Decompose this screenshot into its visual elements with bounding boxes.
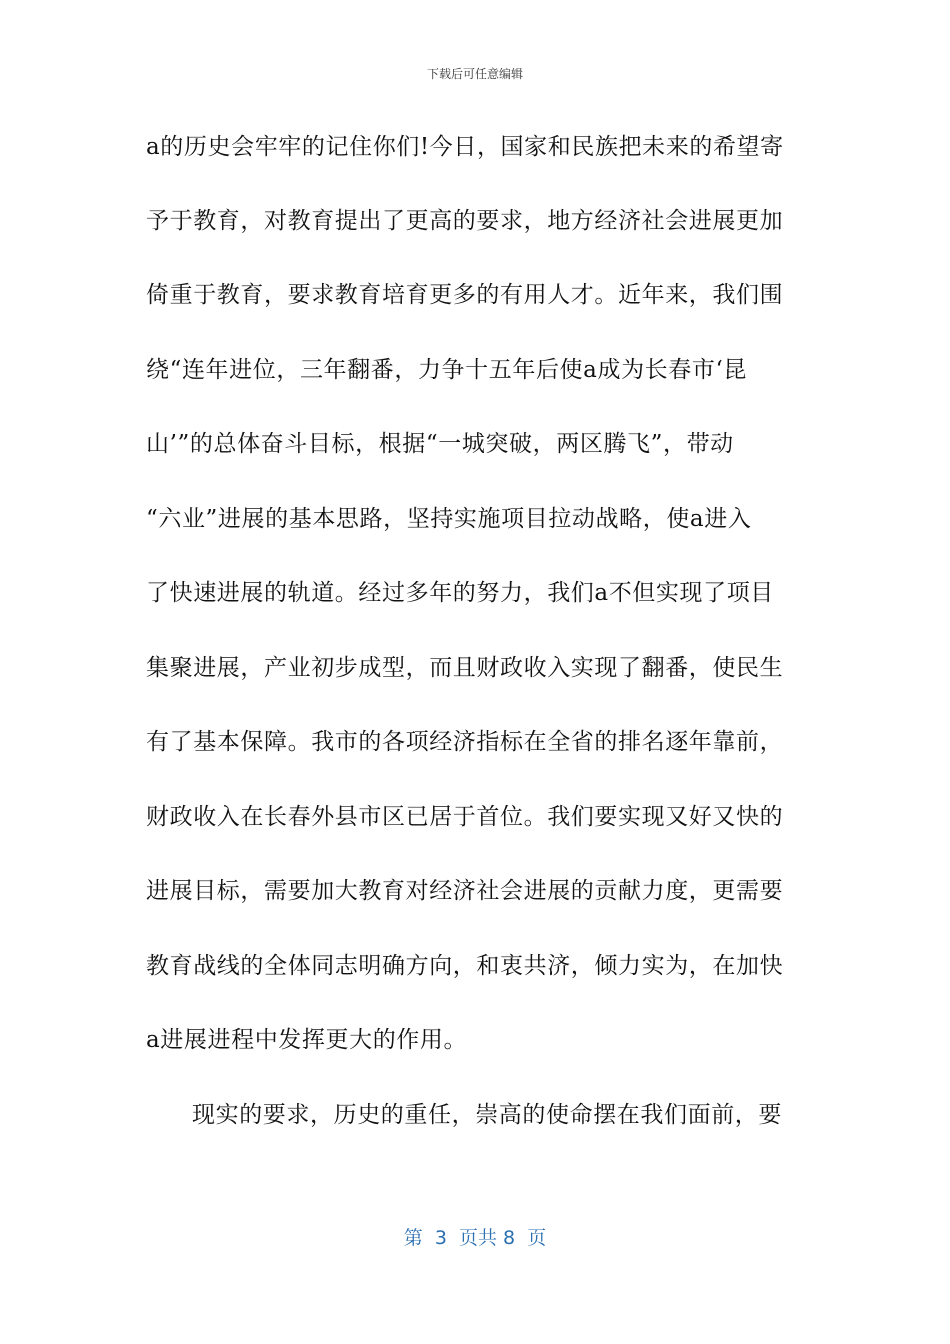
paragraph-1-line-11: 进展目标，需要加大教育对经济社会进展的贡献力度，更需要 xyxy=(146,878,784,904)
paragraph-1-line-7: 了快速进展的轨道。经过多年的努力，我们a不但实现了项目 xyxy=(146,580,774,606)
paragraph-1-line-13: a进展进程中发挥更大的作用。 xyxy=(146,1027,468,1053)
paragraph-1-line-2: 予于教育，对教育提出了更高的要求，地方经济社会进展更加 xyxy=(146,208,784,234)
paragraph-1-line-12: 教育战线的全体同志明确方向，和衷共济，倾力实为，在加快 xyxy=(146,953,784,979)
page-number-footer: 第 3 页共 8 页 xyxy=(403,1227,547,1249)
paragraph-1-line-4: 绕“连年进位，三年翻番，力争十五年后使a成为长春市‘昆 xyxy=(146,357,747,383)
paragraph-1-line-6: “六业”进展的基本思路，坚持实施项目拉动战略，使a进入 xyxy=(146,506,752,532)
paragraph-1-line-3: 倚重于教育，要求教育培育更多的有用人才。近年来，我们围 xyxy=(146,282,784,308)
paragraph-1-line-1: a的历史会牢牢的记住你们!今日，国家和民族把未来的希望寄 xyxy=(146,134,784,160)
paragraph-2-line-1: 现实的要求，历史的重任，崇高的使命摆在我们面前，要 xyxy=(192,1102,782,1128)
page-header: 下载后可任意编辑 xyxy=(426,67,523,81)
paragraph-1-line-10: 财政收入在长春外县市区已居于首位。我们要实现又好又快的 xyxy=(146,804,784,830)
paragraph-1-line-8: 集聚进展，产业初步成型，而且财政收入实现了翻番，使民生 xyxy=(146,655,784,681)
paragraph-1-line-9: 有了基本保障。我市的各项经济指标在全省的排名逐年靠前， xyxy=(146,729,784,755)
paragraph-1-line-5: 山’”的总体奋斗目标，根据“一城突破，两区腾飞”，带动 xyxy=(146,431,734,457)
